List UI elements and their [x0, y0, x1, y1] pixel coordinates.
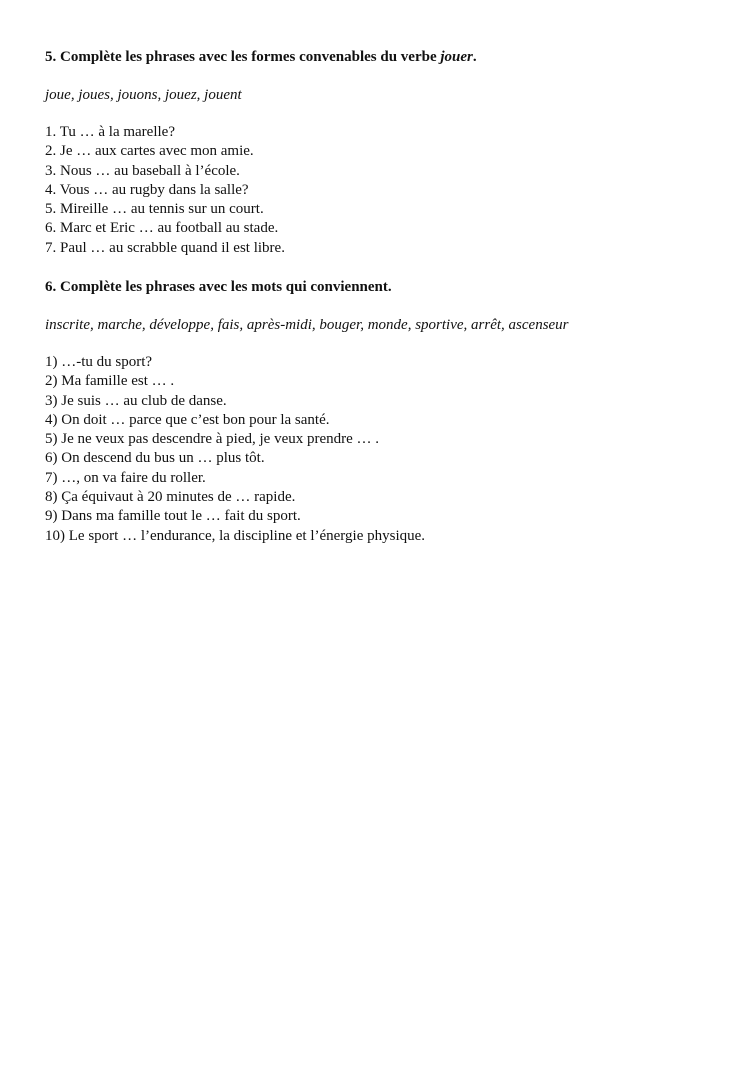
exercise-6: [45, 277, 735, 562]
exercise-6-list: [45, 353, 735, 546]
exercise-6-item-9: 9) Dans ma famille tout le … fait du sport.: [45, 508, 301, 525]
exercise-6-item-4: 4) On doit … parce que c’est bon pour la santé.: [45, 411, 330, 428]
exercise-5-item-6: 6. Marc et Eric … au football au stade.: [45, 220, 279, 237]
exercise-5-heading-prefix: 5. Complète les phrases avec les formes convenables du verbe: [45, 49, 441, 65]
exercise-6-item-3: 3) Je suis … au club de danse.: [45, 392, 227, 409]
exercise-6-item-8: 8) Ça équivaut à 20 minutes de … rapide.: [45, 489, 296, 506]
exercise-6-item-1: 1) …-tu du sport?: [45, 354, 153, 370]
exercise-5-item-4: 4. Vous … au rugby dans la salle?: [45, 181, 249, 198]
exercise-6-item-10: 10) Le sport … l’endurance, la discipline et l’énergie physique.: [45, 527, 426, 544]
exercise-5-item-3: 3. Nous … au baseball à l’école.: [45, 162, 240, 179]
exercise-5-heading-suffix: .: [472, 49, 477, 65]
exercise-6-word-bank: inscrite, marche, développe, fais, après-midi, bouger, monde, sportive, arrêt, ascenseur: [45, 317, 569, 333]
exercise-5-word-bank: joue, joues, jouons, jouez, jouent: [45, 87, 242, 103]
exercise-5-item-2: 2. Je … aux cartes avec mon amie.: [45, 143, 254, 160]
exercise-5-item-1: 1. Tu … à la marelle?: [45, 124, 175, 140]
exercise-6-item-5: 5) Je ne veux pas descendre à pied, je veux prendre … .: [45, 431, 380, 448]
exercise-6-item-2: 2) Ma famille est … .: [45, 373, 175, 390]
exercise-5: [45, 47, 735, 274]
exercise-6-item-6: 6) On descend du bus un … plus tôt.: [45, 450, 265, 467]
exercise-5-heading: [45, 47, 735, 67]
exercise-5-list: [45, 123, 735, 258]
exercise-5-item-7: 7. Paul … au scrabble quand il est libre.: [45, 239, 285, 256]
exercise-5-item-5: 5. Mireille … au tennis sur un court.: [45, 201, 264, 218]
exercise-5-heading-verb: jouer: [440, 49, 473, 65]
exercise-6-item-7: 7) …, on va faire du roller.: [45, 469, 206, 486]
exercise-6-heading: 6. Complète les phrases avec les mots qui conviennent.: [45, 279, 392, 295]
